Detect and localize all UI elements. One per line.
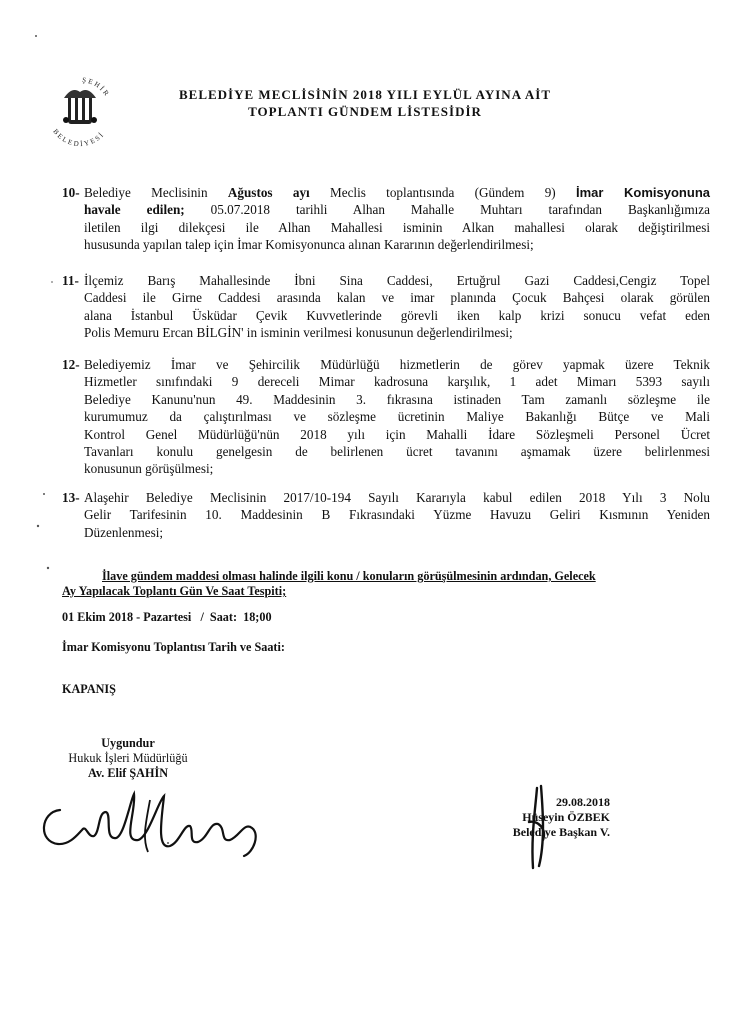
item-line bbox=[84, 184, 710, 201]
item-text: Kontrol Genel Müdürlüğü'nün 2018 yılı için Mahalli İdare Sözleşmeli Personel Ücret bbox=[84, 426, 710, 442]
logo-arc-top: ŞEHİR bbox=[81, 75, 112, 99]
mayor-date: 29.08.2018 bbox=[556, 795, 610, 809]
item-text: iletilen ilgi dilekçesi ile Alhan Mahallesi isminin Alkan mahallesi olarak değiştirilmesi bbox=[84, 219, 710, 235]
meeting-datetime: 01 Ekim 2018 - Pazartesi / Saat: 18;00 bbox=[62, 610, 272, 624]
item-line bbox=[84, 391, 710, 408]
item-line bbox=[84, 324, 710, 341]
item-line bbox=[84, 443, 710, 460]
item-text: hususunda yapılan talep için İmar Komisyonunca alınan Kararının değerlendirilmesi; bbox=[84, 237, 534, 253]
item-line bbox=[84, 272, 710, 289]
logo-arc-bottom: BELEDİYESİ bbox=[51, 127, 107, 149]
item-body bbox=[84, 184, 710, 254]
item-text: Belediyemiz İmar ve Şehircilik Müdürlüğü hizmetlerin de görev yapmak üzere Teknik bbox=[84, 357, 710, 372]
title-line-2: TOPLANTI GÜNDEM LİSTESİDİR bbox=[248, 104, 482, 119]
signature-icon bbox=[30, 772, 280, 862]
item-line bbox=[84, 524, 710, 541]
item-line bbox=[84, 506, 710, 523]
item-text: Caddesi ile Girne Caddesi arasında kalan ve imar planında Çocuk Bahçesi olarak görülen bbox=[84, 290, 710, 306]
item-text: 05.07.2018 tarihli Alhan Mahalle Muhtarı tarafından Başkanlığımıza bbox=[184, 202, 710, 218]
item-number: 13- bbox=[62, 490, 80, 505]
item-text: Belediye Meclisinin bbox=[84, 185, 228, 200]
item-text: Hizmetler sınıfındaki 9 dereceli Mimar kadrosuna karşılık, 1 adet Mimarı 5393 sayılı bbox=[84, 374, 710, 390]
agenda-item-10 bbox=[62, 184, 710, 254]
approval-label: Uygundur bbox=[101, 736, 155, 750]
mayor-title: Belediye Başkan V. bbox=[512, 825, 610, 839]
item-line bbox=[84, 219, 710, 236]
item-body bbox=[84, 489, 710, 541]
item-number: 10- bbox=[62, 185, 80, 200]
item-body bbox=[84, 356, 710, 478]
ilave-line-2: Ay Yapılacak Toplantı Gün Ve Saat Tespiti; bbox=[62, 584, 287, 598]
item-text: Belediye Kanunu'nun 49. Maddesinin 3. fıkrasına istinaden Tam zamanlı sözleşme ile bbox=[84, 391, 710, 407]
item-line bbox=[84, 373, 710, 390]
ilave-line-1: İlave gündem maddesi olması halinde ilgili konu / konuların görüşülmesinin ardından, Gelecek bbox=[102, 569, 596, 583]
item-emphasis: havale edilen; bbox=[84, 202, 185, 218]
item-line bbox=[84, 289, 710, 306]
item-line bbox=[84, 460, 710, 477]
item-text: Gelir Tarifesinin 10. Maddesinin B Fıkrasındaki Yüzme Havuzu Geliri Kısmının Yeniden bbox=[84, 507, 710, 523]
agenda-item-13 bbox=[62, 489, 710, 541]
item-number: 11- bbox=[62, 273, 79, 288]
item-text: Tavanları konulu genelgesin de belirlenen ücret tavanını aşmamak üzere belirlenmesi bbox=[84, 444, 710, 460]
item-text: alana İstanbul Üsküdar Çevik Kuvvetlerinde görevli iken kalp krizi sonucu vefat eden bbox=[84, 307, 710, 323]
item-line bbox=[84, 307, 710, 324]
item-text: kurumumuz da çalıştırılması ve sözleşme ücretinin Maliye Bakanlığı Bütçe ve Mali bbox=[84, 409, 710, 425]
item-line bbox=[84, 489, 710, 506]
svg-text:BELEDİYESİ bbox=[51, 128, 106, 149]
item-line bbox=[84, 426, 710, 443]
item-line bbox=[84, 201, 710, 218]
item-text: Alaşehir Belediye Meclisinin 2017/10-194 Sayılı Kararıyla kabul edilen 2018 Yılı 3 Nolu bbox=[84, 490, 710, 505]
approval-name: Av. Elif ŞAHİN bbox=[87, 766, 169, 780]
agenda-item-12 bbox=[62, 356, 710, 478]
item-text: Meclis toplantısında (Gündem 9) bbox=[309, 185, 576, 200]
item-number: 12- bbox=[62, 357, 80, 372]
additional-agenda-note bbox=[62, 569, 726, 599]
item-line bbox=[84, 236, 710, 253]
signature-icon bbox=[517, 782, 557, 870]
imar-commission-meeting: İmar Komisyonu Toplantısı Tarih ve Saati: bbox=[62, 640, 285, 654]
agenda-item-11 bbox=[62, 272, 710, 342]
item-emphasis: Ağustos ayı bbox=[227, 185, 310, 200]
item-text: İlçemiz Barış Mahallesinde İbni Sina Caddesi, Ertuğrul Gazi Caddesi,Cengiz Topel bbox=[84, 273, 710, 288]
title-line-1: BELEDİYE MECLİSİNİN 2018 YILI EYLÜL AYINA AİT bbox=[178, 87, 552, 102]
item-text: Polis Memuru Ercan BİLGİN' in isminin verilmesi konusunun değerlendirilmesi; bbox=[84, 325, 513, 341]
item-text: Düzenlenmesi; bbox=[84, 524, 164, 540]
item-text: konusunun görüşülmesi; bbox=[84, 461, 214, 477]
closing-label: KAPANIŞ bbox=[62, 682, 116, 696]
document-title bbox=[130, 86, 600, 120]
item-line bbox=[84, 356, 710, 373]
approval-department: Hukuk İşleri Müdürlüğü bbox=[68, 751, 188, 765]
mayor-name: Hüseyin ÖZBEK bbox=[522, 810, 610, 824]
item-line bbox=[84, 408, 710, 425]
item-body bbox=[84, 272, 710, 342]
municipality-seal-icon bbox=[38, 68, 122, 152]
item-emphasis: İmar Komisyonuna bbox=[575, 185, 710, 200]
